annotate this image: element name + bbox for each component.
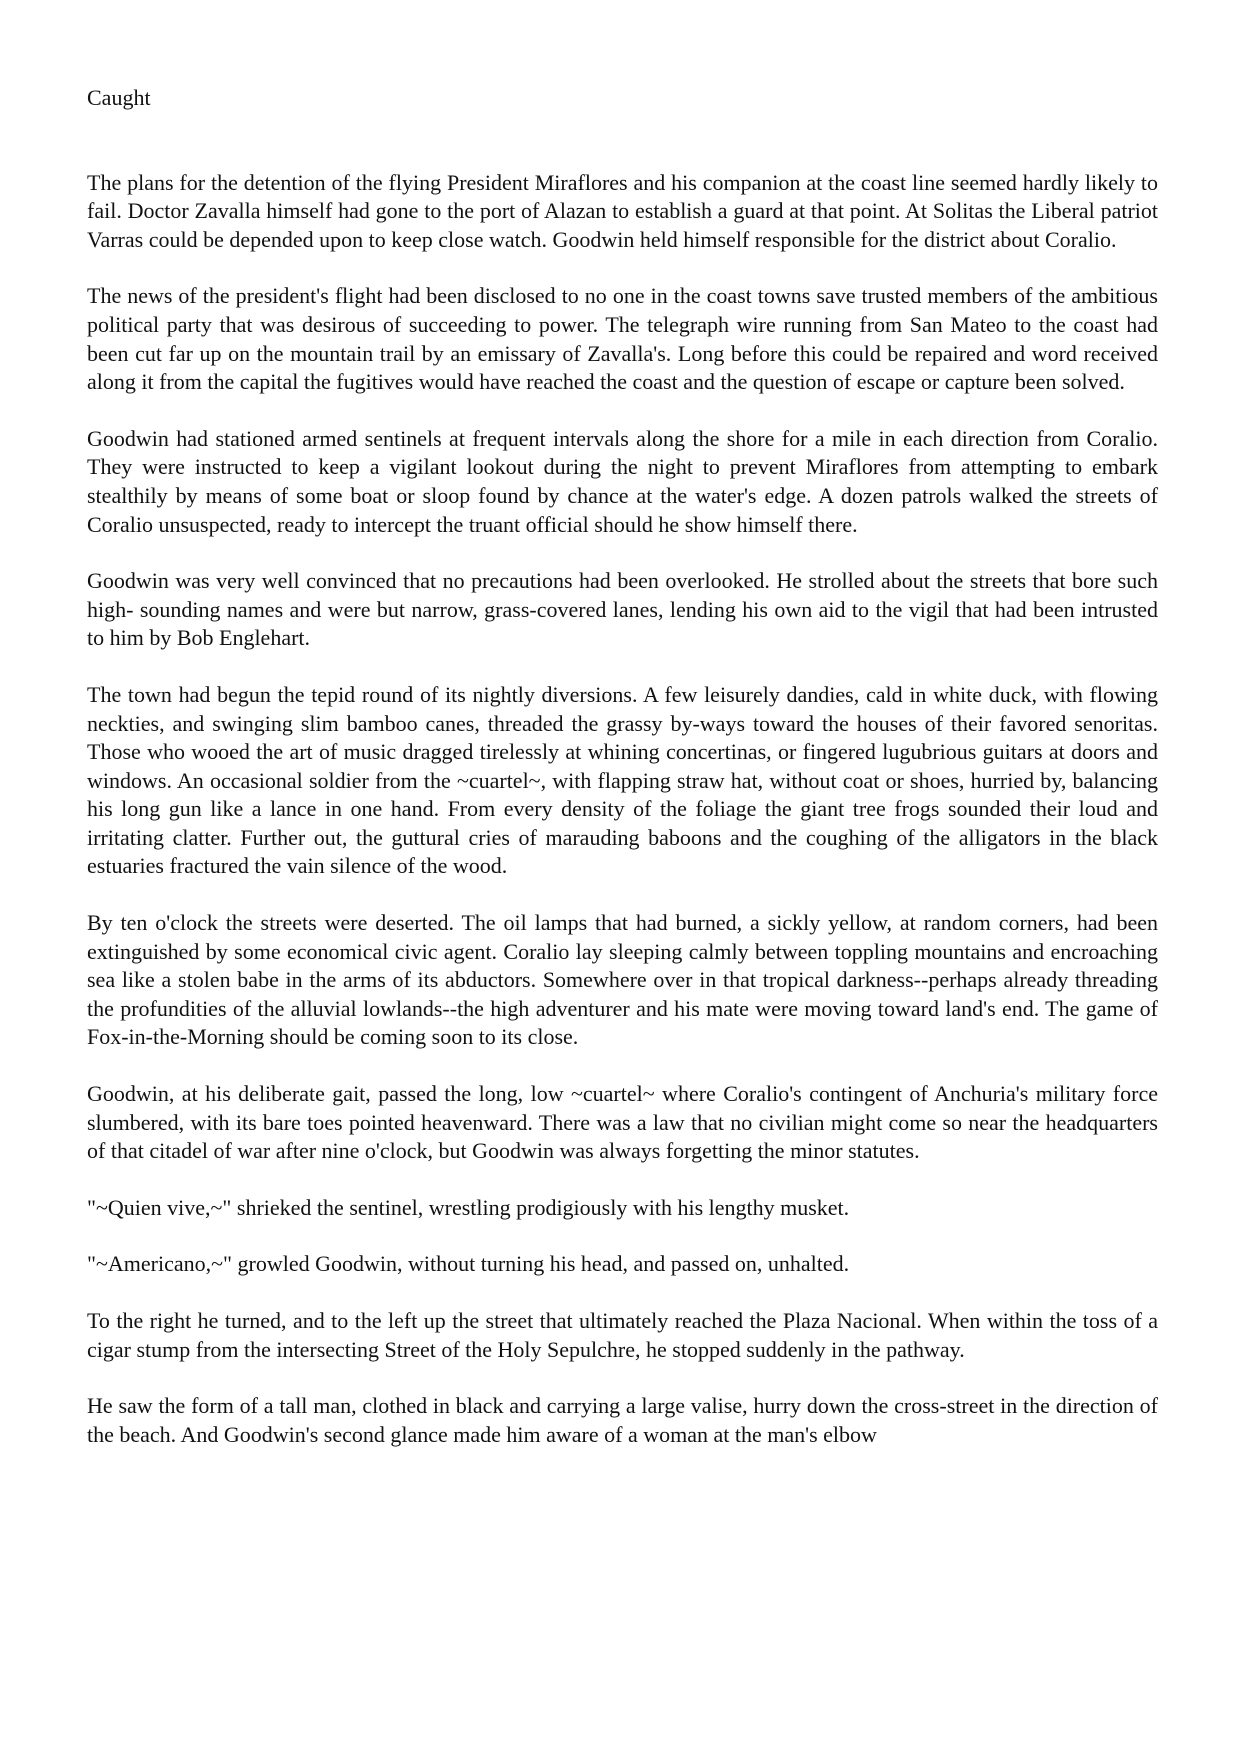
paragraph-1: The plans for the detention of the flying President Miraflores and his companion at the coast line seemed hardly likely to fail. Doctor Zavalla himself had gone to the port of Alazan to establish a guard at that point. At Solitas the Liberal patriot Varras could be depended upon to keep close watch. Goodwin held himself responsible for the district about Coralio. [87,169,1158,252]
document-page [87,84,1158,1449]
chapter-title: Caught [87,85,151,110]
paragraph-6: By ten o'clock the streets were deserted. The oil lamps that had burned, a sickly yellow, at random corners, had been extinguished by some economical civic agent. Coralio lay sleeping calmly between toppling mountains and encroaching sea like a stolen babe in the arms of its abductors. Somewhere over in that tropical darkness--perhaps already threading the profundities of the alluvial lowlands--the high adventurer and his mate were moving toward land's end. The game of Fox-in-the-Morning should be coming soon to its close. [87,910,1158,1050]
paragraph-11: He saw the form of a tall man, clothed in black and carrying a large valise, hurry down the cross-street in the direction of the beach. And Goodwin's second glance made him aware of a woman at the man's elbow [87,1393,1158,1447]
paragraph-8: "~Quien vive,~" shrieked the sentinel, wrestling prodigiously with his lengthy musket. [87,1194,850,1220]
paragraph-7: Goodwin, at his deliberate gait, passed the long, low ~cuartel~ where Coralio's contingent of Anchuria's military force slumbered, with its bare toes pointed heavenward. There was a law that no civilian might come so near the headquarters of that citadel of war after nine o'clock, but Goodwin was always forgetting the minor statutes. [87,1081,1158,1164]
paragraph-10: To the right he turned, and to the left up the street that ultimately reached the Plaza Nacional. When within the toss of a cigar stump from the intersecting Street of the Holy Sepulchre, he stopped suddenly in the pathway. [87,1308,1158,1362]
paragraph-4: Goodwin was very well convinced that no precautions had been overlooked. He strolled about the streets that bore such high- sounding names and were but narrow, grass-covered lanes, lending his own aid to the vigil that had been intrusted to him by Bob Englehart. [87,568,1158,651]
paragraph-2: The news of the president's flight had been disclosed to no one in the coast towns save trusted members of the ambitious political party that was desirous of succeeding to power. The telegraph wire running from San Mateo to the coast had been cut far up on the mountain trail by an emissary of Zavalla's. Long before this could be repaired and word received along it from the capital the fugitives would have reached the coast and the question of escape or capture been solved. [87,283,1158,395]
paragraph-5: The town had begun the tepid round of its nightly diversions. A few leisurely dandies, cald in white duck, with flowing neckties, and swinging slim bamboo canes, threaded the grassy by-ways toward the houses of their favored senoritas. Those who wooed the art of music dragged tirelessly at whining concertinas, or fingered lugubrious guitars at doors and windows. An occasional soldier from the ~cuartel~, with flapping straw hat, without coat or shoes, hurried by, balancing his long gun like a lance in one hand. From every density of the foliage the giant tree frogs sounded their loud and irritating clatter. Further out, the guttural cries of marauding baboons and the coughing of the alligators in the black estuaries fractured the vain silence of the wood. [87,681,1158,879]
paragraph-3: Goodwin had stationed armed sentinels at frequent intervals along the shore for a mile in each direction from Coralio. They were instructed to keep a vigilant lookout during the night to prevent Miraflores from attempting to embark stealthily by means of some boat or sloop found by chance at the water's edge. A dozen patrols walked the streets of Coralio unsuspected, ready to intercept the truant official should he show himself there. [87,425,1158,537]
paragraph-9: "~Americano,~" growled Goodwin, without turning his head, and passed on, unhalted. [87,1251,850,1277]
